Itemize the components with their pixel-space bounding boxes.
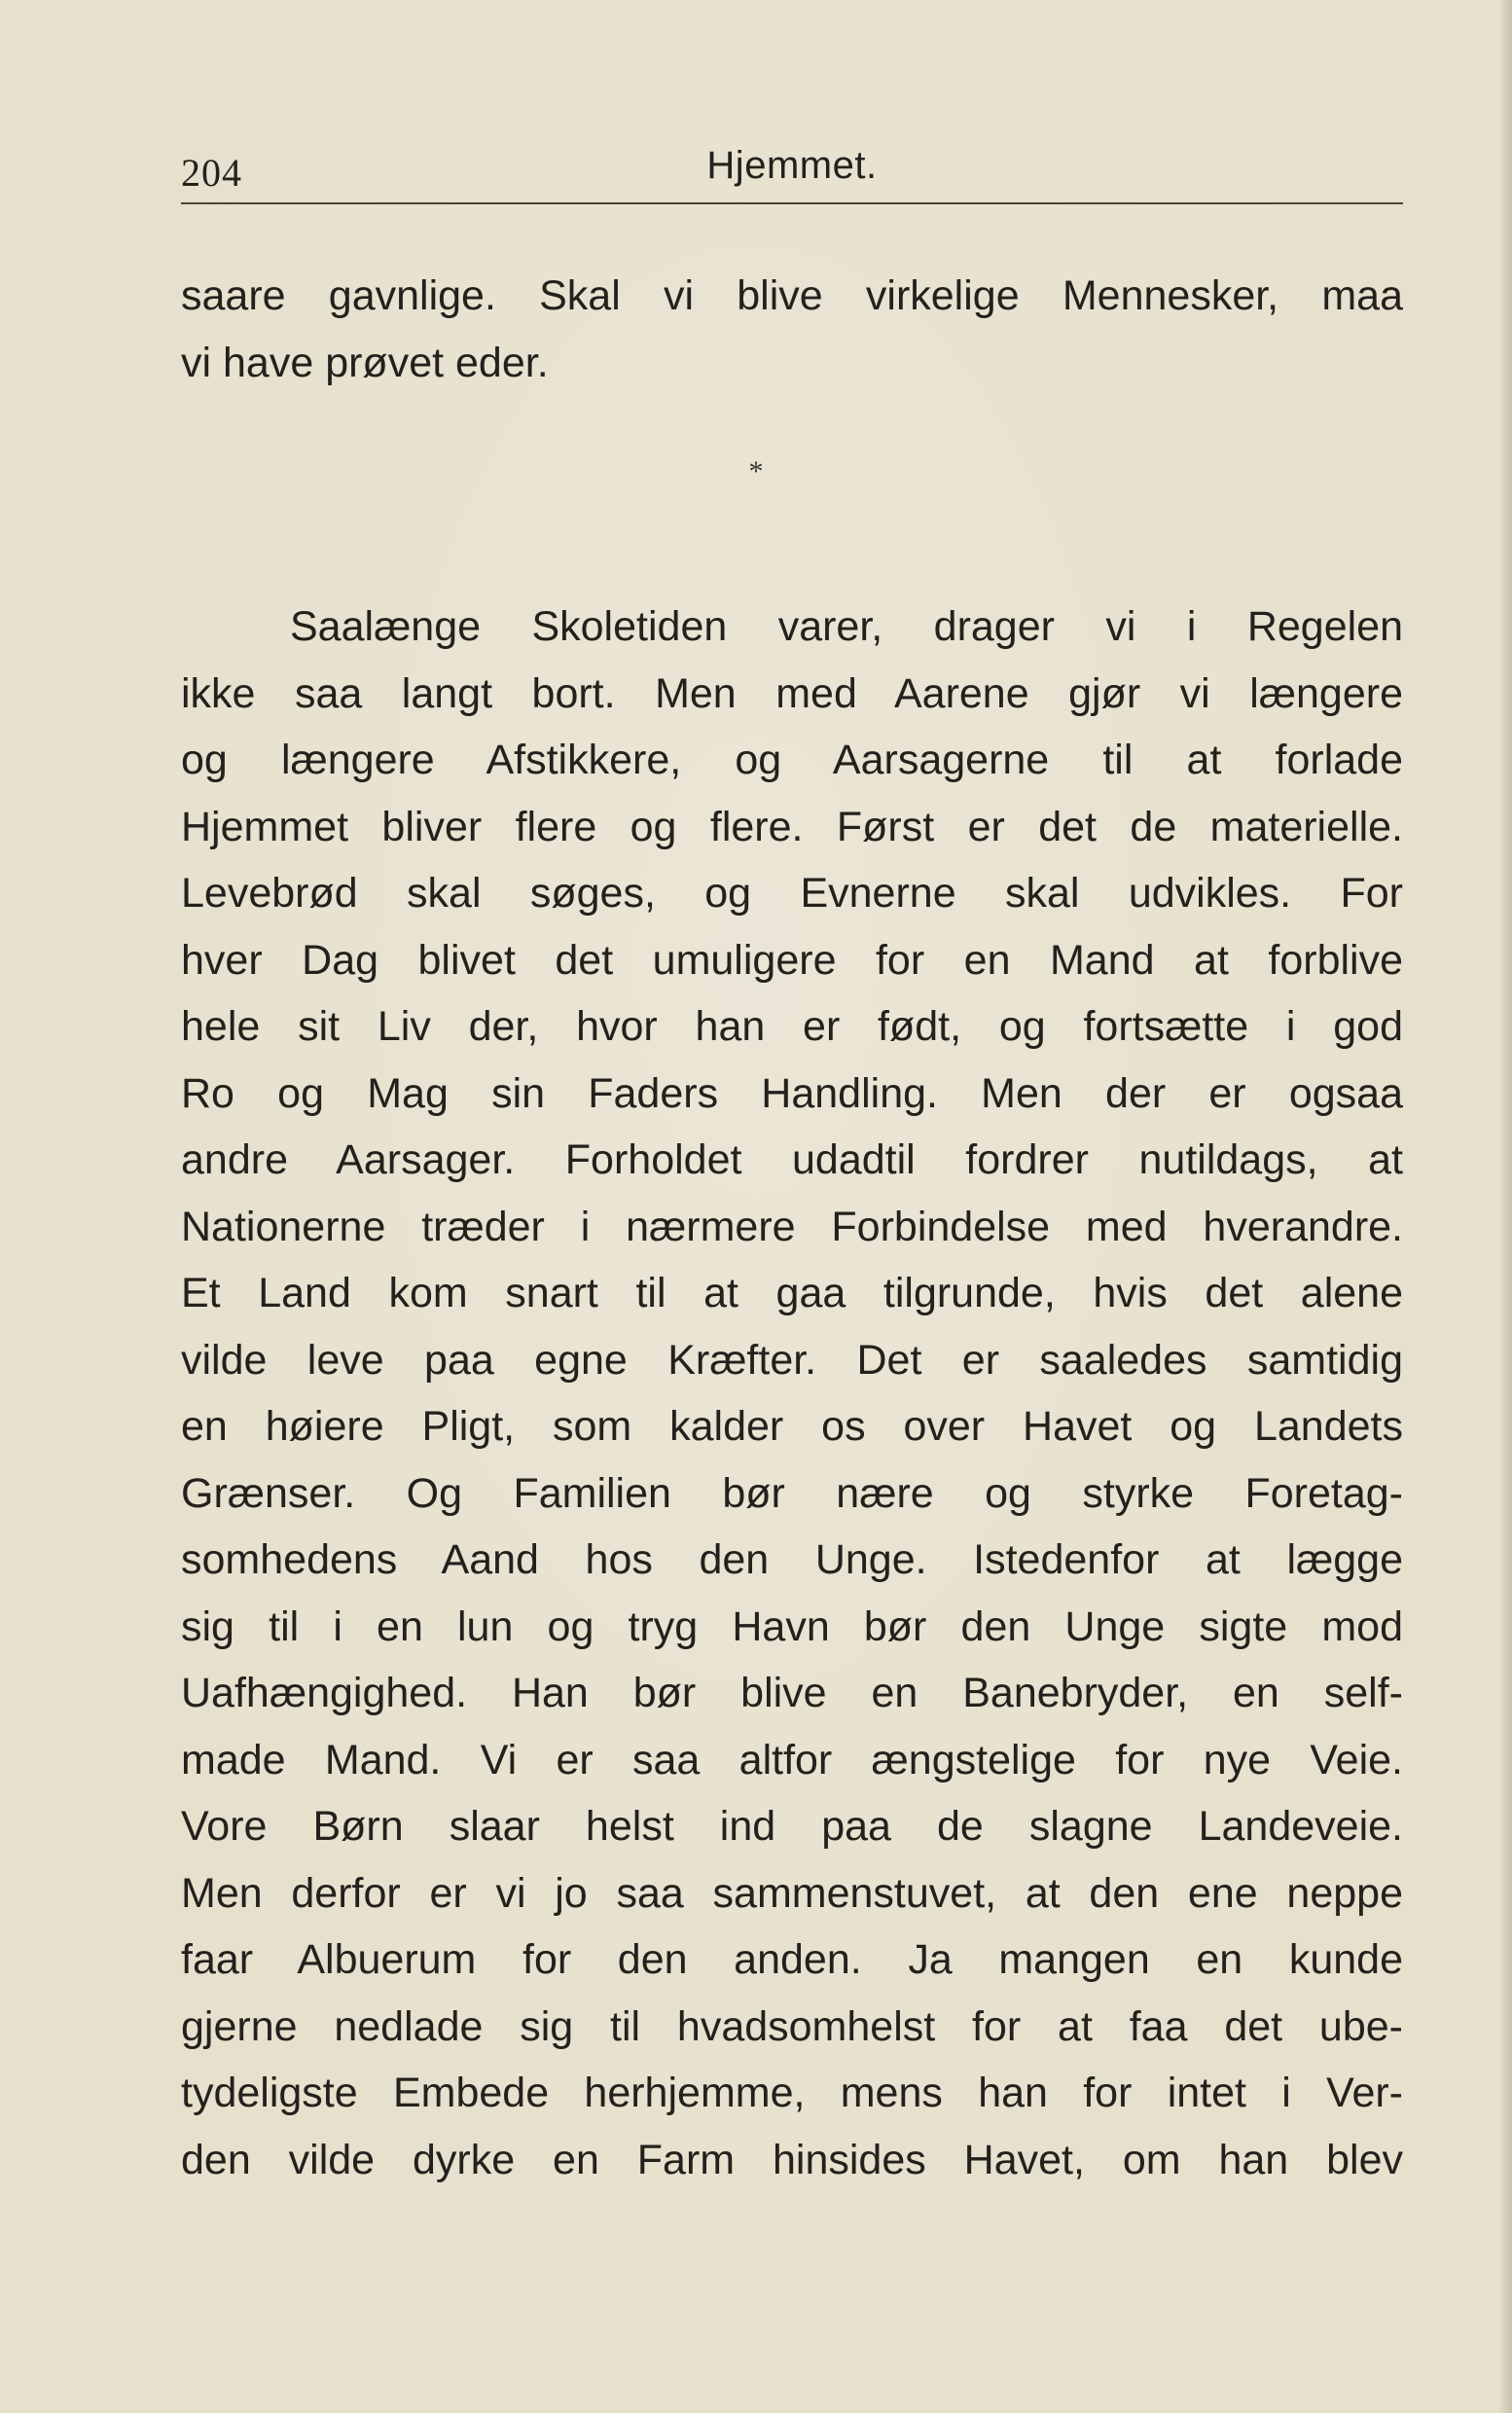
text-line: og længere Afstikkere, og Aarsagerne til at forlade — [181, 737, 1403, 783]
text-line: den vilde dyrke en Farm hinsides Havet, om han blev — [181, 2136, 1403, 2183]
text-line: Grænser. Og Familien bør nære og styrke Foretag- — [181, 1469, 1403, 1517]
text-line: ikke saa langt bort. Men med Aarene gjør vi længere — [181, 669, 1403, 717]
paragraph-main — [181, 594, 1403, 2193]
text-line: made Mand. Vi er saa altfor ængstelige for nye Veie. — [181, 1736, 1403, 1783]
text-line: tydeligste Embede herhjemme, mens han for intet i Ver- — [181, 2070, 1403, 2116]
text-line: Hjemmet bliver flere og flere. Først er det de materielle. — [181, 803, 1403, 850]
text-line: sig til i en lun og tryg Havn bør den Unge sigte mod — [181, 1603, 1403, 1650]
page-header — [181, 136, 1403, 204]
text-line: Et Land kom snart til at gaa tilgrunde, hvis det alene — [181, 1270, 1403, 1316]
text-line: Saalænge Skoletiden varer, drager vi i Regelen — [290, 603, 1403, 650]
page-edge-shadow — [1498, 0, 1512, 2413]
text-line: vi have prøvet eder. — [181, 339, 549, 386]
paragraph-continuation — [181, 263, 1403, 396]
text-line: andre Aarsager. Forholdet udadtil fordrer nutildags, at — [181, 1136, 1403, 1183]
text-line: Men derfor er vi jo saa sammenstuvet, at den ene neppe — [181, 1869, 1403, 1917]
header-rule — [181, 202, 1403, 204]
text-line: Vore Børn slaar helst ind paa de slagne Landeveie. — [181, 1803, 1403, 1850]
text-line: Uafhængighed. Han bør blive en Banebryder, en self- — [181, 1670, 1403, 1716]
text-line: hele sit Liv der, hvor han er født, og fortsætte i god — [181, 1003, 1403, 1050]
text-line: faar Albuerum for den anden. Ja mangen en kunde — [181, 1936, 1403, 1983]
text-line: en høiere Pligt, som kalder os over Havet og Landets — [181, 1403, 1403, 1450]
text-line: Levebrød skal søges, og Evnerne skal udvikles. For — [181, 870, 1403, 917]
text-line: vilde leve paa egne Kræfter. Det er saaledes samtidig — [181, 1336, 1403, 1384]
running-title: Hjemmet. — [706, 144, 878, 187]
text-line: saare gavnlige. Skal vi blive virkelige Mennesker, maa — [181, 272, 1403, 319]
text-line: Nationerne træder i nærmere Forbindelse med hverandre. — [181, 1203, 1403, 1250]
text-line: hver Dag blivet det umuligere for en Mand at forblive — [181, 936, 1403, 984]
section-separator: * — [748, 455, 764, 487]
text-line: somhedens Aand hos den Unge. Istedenfor at lægge — [181, 1536, 1403, 1583]
text-line: Ro og Mag sin Faders Handling. Men der er ogsaa — [181, 1069, 1403, 1117]
text-line: gjerne nedlade sig til hvadsomhelst for at faa det ube- — [181, 2002, 1403, 2050]
page-number: 204 — [181, 151, 242, 195]
